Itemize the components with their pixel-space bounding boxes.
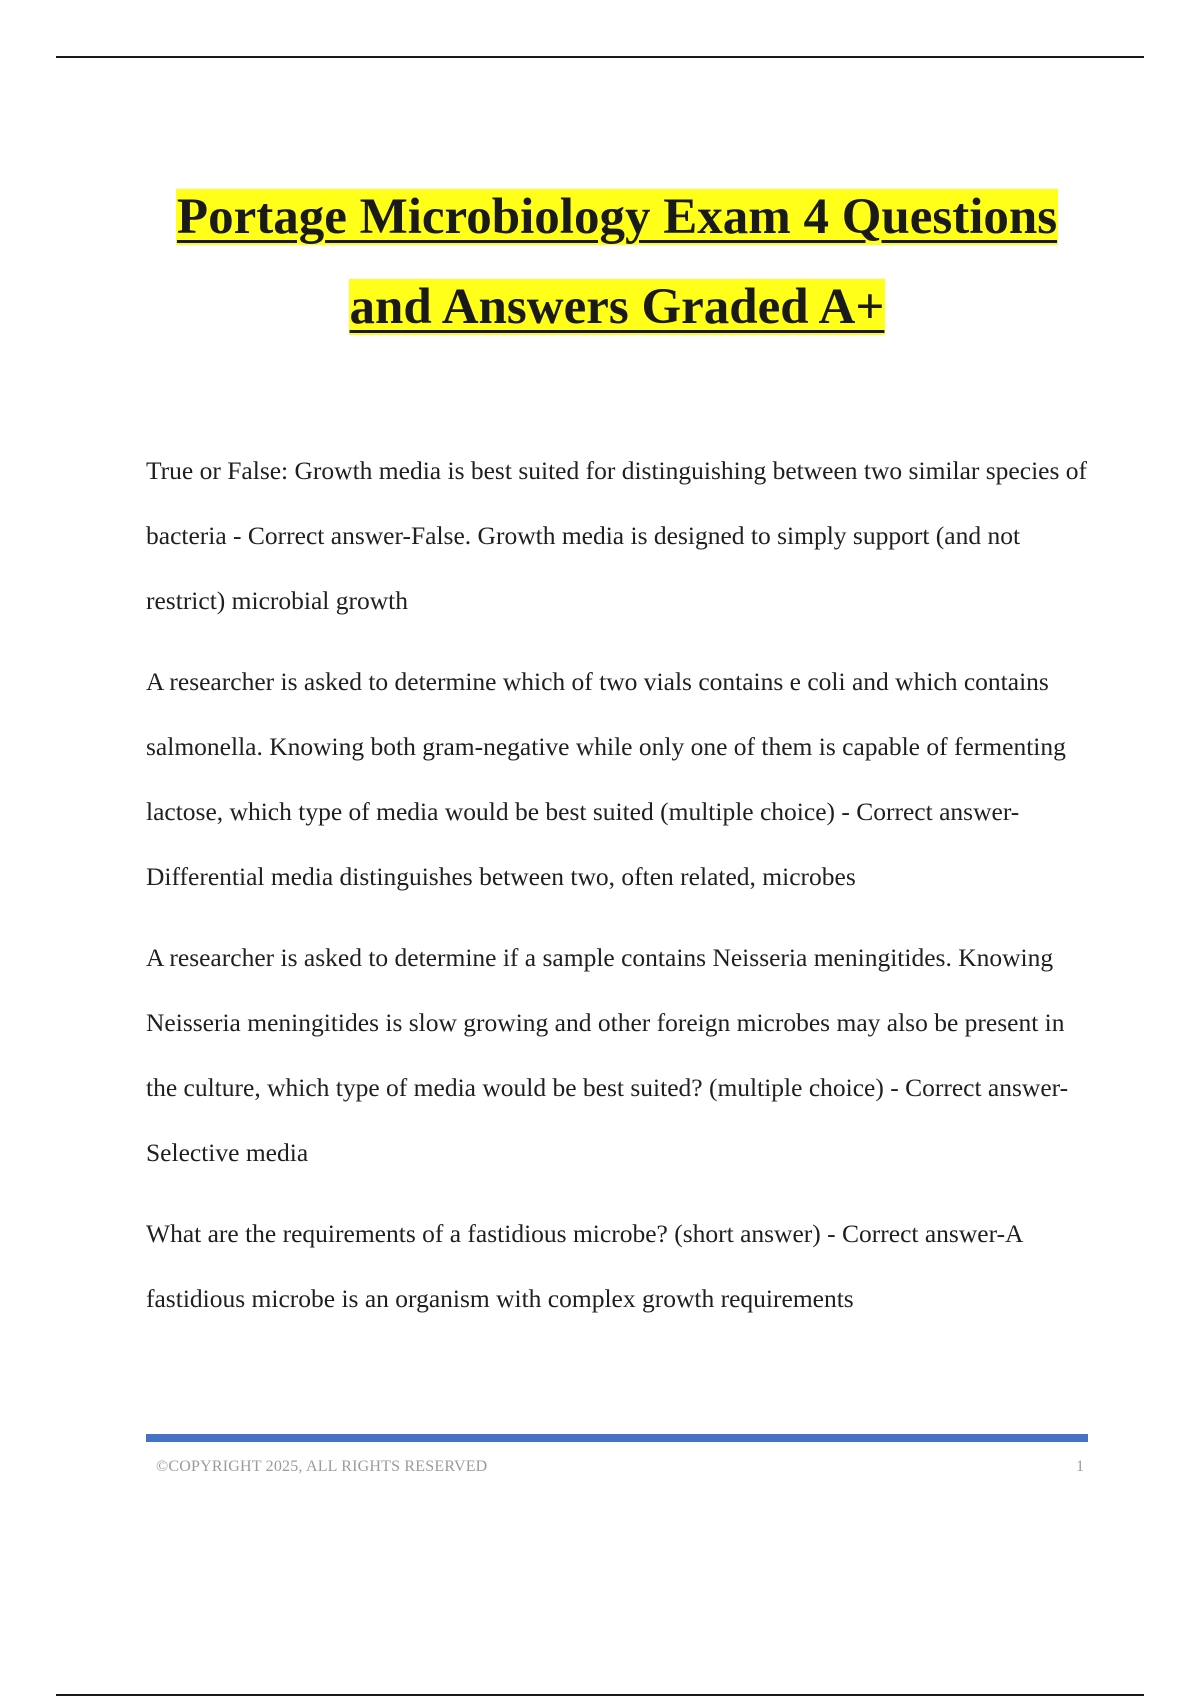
qa-entry-2: A researcher is asked to determine which of two vials contains e coli and which contains salmonella. Knowing both gram-negative while only one of them is capable of fermenting lactose, which type of media would be best suited (multiple choice) - Correct answer-Differential media distinguishes between two, often related, microbes [146, 667, 1066, 891]
qa-entry-3: A researcher is asked to determine if a sample contains Neisseria meningitides. Knowing Neisseria meningitides is slow growing and other foreign microbes may also be present in the culture, which type of media would be best suited? (multiple choice) - Correct answer-Selective media [146, 943, 1069, 1167]
footer-copyright: ©COPYRIGHT 2025, ALL RIGHTS RESERVED [156, 1458, 488, 1475]
top-divider [56, 56, 1144, 58]
qa-entry-1: True or False: Growth media is best suited for distinguishing between two similar species of bacteria - Correct answer-False. Growth media is designed to simply support (and not restrict) microbial growth [146, 456, 1088, 615]
document-title [100, 172, 1134, 352]
footer-page-number: 1 [1076, 1458, 1084, 1475]
title-line-2: and Answers Graded A+ [349, 279, 885, 335]
qa-content [146, 438, 1092, 1347]
qa-entry-4: What are the requirements of a fastidious microbe? (short answer) - Correct answer-A fastidious microbe is an organism with complex growth requirements [146, 1219, 1023, 1313]
footer-bar [146, 1434, 1088, 1442]
bottom-divider [56, 1694, 1144, 1696]
title-line-1: Portage Microbiology Exam 4 Questions [176, 189, 1058, 245]
